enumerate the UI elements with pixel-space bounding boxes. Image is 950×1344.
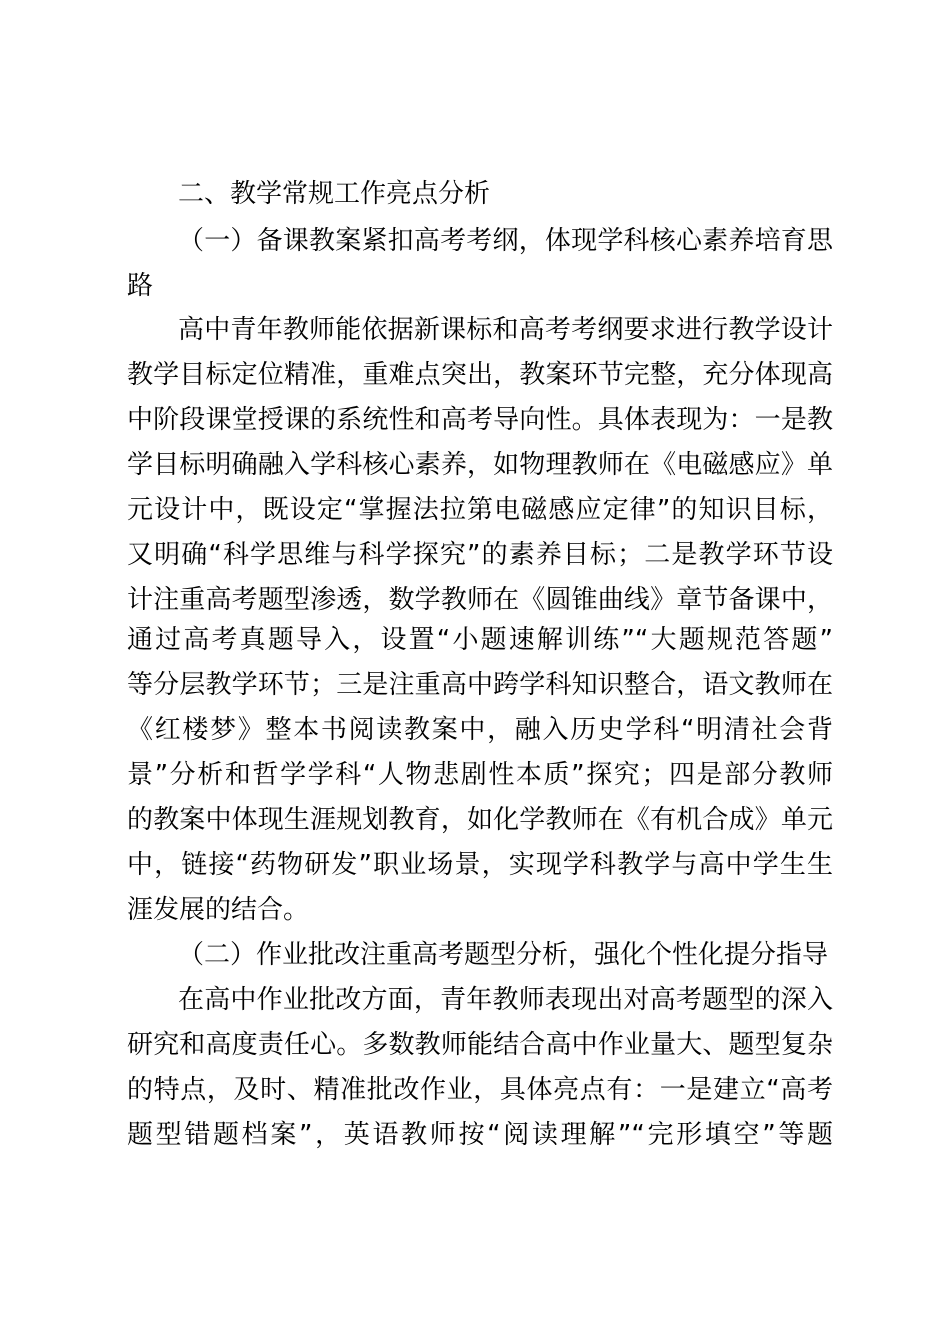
paragraph-1-line: 高中青年教师能依据新课标和高考考纲要求进行教学设计 [178, 315, 833, 345]
paragraph-2-line: 在高中作业批改方面，青年教师表现出对高考题型的深入 [178, 985, 833, 1015]
section-heading: 二、教学常规工作亮点分析 [178, 179, 491, 209]
paragraph-1-line: 又明确“科学思维与科学探究”的素养目标；二是教学环节设 [127, 540, 833, 570]
subsection-title-1-line-1: （一）备课教案紧扣高考考纲，体现学科核心素养培育思 [178, 226, 833, 256]
paragraph-2-line: 的特点，及时、精准批改作业，具体亮点有：一是建立“高考 [127, 1075, 833, 1105]
paragraph-2-line: 题型错题档案”，英语教师按“阅读理解”“完形填空”等题 [127, 1120, 833, 1150]
paragraph-1-line: 教学目标定位精准，重难点突出，教案环节完整，充分体现高 [127, 360, 833, 390]
paragraph-1-line: 通过高考真题导入，设置“小题速解训练”“大题规范答题” [127, 625, 833, 655]
paragraph-1-line: 的教案中体现生涯规划教育，如化学教师在《有机合成》单元 [127, 805, 833, 835]
paragraph-1-line: 元设计中，既设定“掌握法拉第电磁感应定律”的知识目标， [127, 495, 833, 525]
paragraph-1-line: 等分层教学环节；三是注重高中跨学科知识整合，语文教师在 [127, 670, 833, 700]
paragraph-1-line: 中，链接“药物研发”职业场景，实现学科教学与高中学生生 [127, 850, 833, 880]
subsection-title-2: （二）作业批改注重高考题型分析，强化个性化提分指导 [178, 940, 829, 970]
paragraph-1-line: 《红楼梦》整本书阅读教案中，融入历史学科“明清社会背 [127, 715, 833, 745]
subsection-title-1-line-2: 路 [127, 271, 154, 301]
paragraph-1-line: 中阶段课堂授课的系统性和高考导向性。具体表现为：一是教 [127, 405, 833, 435]
paragraph-1-line: 计注重高考题型渗透，数学教师在《圆锥曲线》章节备课中， [127, 585, 833, 615]
paragraph-1-line: 景”分析和哲学学科“人物悲剧性本质”探究；四是部分教师 [127, 760, 833, 790]
paragraph-1-line: 学目标明确融入学科核心素养，如物理教师在《电磁感应》单 [127, 450, 833, 480]
paragraph-1-line: 涯发展的结合。 [127, 895, 310, 925]
paragraph-2-line: 研究和高度责任心。多数教师能结合高中作业量大、题型复杂 [127, 1030, 833, 1060]
